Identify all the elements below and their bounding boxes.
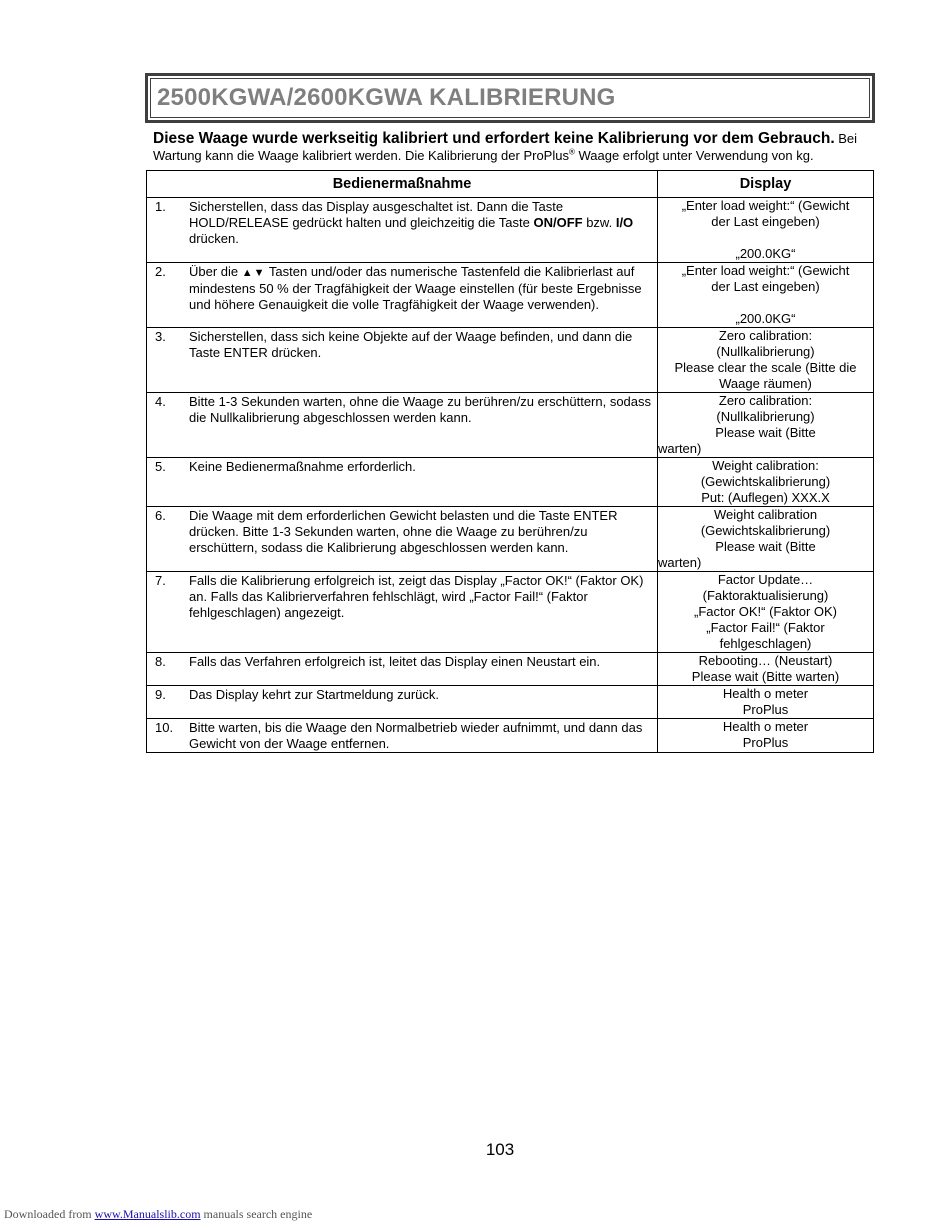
step-number: 8. xyxy=(155,654,166,669)
display-message-line: warten) xyxy=(658,441,702,456)
footer-link[interactable]: www.Manualslib.com xyxy=(94,1207,201,1221)
step-text xyxy=(189,264,653,313)
intro-text-1: Bei Wartung kann die Waage kalibriert werden. Die Kalibrierung der ProPlus xyxy=(153,131,858,163)
action-cell xyxy=(147,572,658,653)
action-cell xyxy=(147,328,658,393)
display-message-line: der Last eingeben) xyxy=(711,214,820,229)
step-number: 7. xyxy=(155,573,166,588)
display-message-line: warten) xyxy=(658,555,702,570)
display-message-line: Health o meter xyxy=(722,686,809,701)
table-row xyxy=(147,328,874,393)
display-message-line: „Factor OK!“ (Faktor OK) xyxy=(693,604,837,619)
step-number: 10. xyxy=(155,720,174,735)
calibration-table xyxy=(146,170,874,753)
step-text xyxy=(189,654,653,670)
step-text xyxy=(189,720,653,752)
footer xyxy=(4,1207,312,1222)
registered-mark: ® xyxy=(568,147,575,157)
step-text-segment: bzw. xyxy=(582,215,616,230)
intro-paragraph xyxy=(153,130,873,164)
step-text-segment: Das Display kehrt zur Startmeldung zurück. xyxy=(189,687,439,702)
step-text xyxy=(189,573,653,621)
step-text xyxy=(189,508,653,556)
step-text-segment: Tasten und/oder das numerische Tastenfeld die Kalibrierlast auf mindestens 50 % der Tragfähigkeit der Waage einstellen (für beste Ergebnisse und höhere Genauigkeit die volle Tragfähigkeit der Waage verwenden). xyxy=(189,264,642,312)
display-message-line: (Gewichtskalibrierung) xyxy=(700,523,831,538)
step-number: 1. xyxy=(155,199,166,214)
display-message-line: Please wait (Bitte xyxy=(715,425,816,440)
display-message-line: Weight calibration xyxy=(713,507,818,522)
step-number: 4. xyxy=(155,394,166,409)
table-row xyxy=(147,719,874,753)
title-box xyxy=(145,73,875,123)
action-cell xyxy=(147,719,658,753)
step-text xyxy=(189,199,653,247)
table-row xyxy=(147,653,874,686)
display-cell xyxy=(658,572,874,653)
display-message-line: „200.0KG“ xyxy=(735,246,796,261)
display-message-line: fehlgeschlagen) xyxy=(719,636,812,651)
display-cell xyxy=(658,393,874,458)
step-text xyxy=(189,329,653,361)
display-message-line: Zero calibration: xyxy=(718,393,813,408)
step-number: 5. xyxy=(155,459,166,474)
step-text-segment: Bitte 1-3 Sekunden warten, ohne die Waage zu berühren/zu erschüttern, sodass die Nullkalibrierung abgeschlossen werden kann. xyxy=(189,394,652,425)
step-text-segment: Falls das Verfahren erfolgreich ist, leitet das Display einen Neustart ein. xyxy=(189,654,601,669)
action-cell xyxy=(147,263,658,328)
display-message-line: Health o meter xyxy=(722,719,809,734)
page-title: 2500KGWA/2600KGWA KALIBRIERUNG xyxy=(150,78,870,118)
footer-suffix: manuals search engine xyxy=(200,1207,313,1221)
display-message-line: „Enter load weight:“ (Gewicht xyxy=(681,263,850,278)
table-row xyxy=(147,263,874,328)
table-body xyxy=(147,198,874,753)
table-row xyxy=(147,572,874,653)
display-message-line: Please wait (Bitte warten) xyxy=(691,669,840,684)
step-text-bold: I/O xyxy=(615,215,634,230)
table-row xyxy=(147,458,874,507)
step-text-segment: drücken. xyxy=(189,231,239,246)
step-number: 2. xyxy=(155,264,166,279)
action-cell xyxy=(147,198,658,263)
step-text-segment: Keine Bedienermaßnahme erforderlich. xyxy=(189,459,416,474)
display-message-line: „200.0KG“ xyxy=(735,311,796,326)
header-display: Display xyxy=(658,171,874,198)
action-cell xyxy=(147,686,658,719)
display-message-line: Zero calibration: xyxy=(718,328,813,343)
display-message-line: Please wait (Bitte xyxy=(715,539,816,554)
display-message-line: Rebooting… (Neustart) xyxy=(698,653,833,668)
display-message-line: „Factor Fail!“ (Faktor xyxy=(706,620,825,635)
display-cell xyxy=(658,198,874,263)
display-message-line: Factor Update… xyxy=(717,572,814,587)
step-text-segment: Sicherstellen, dass sich keine Objekte auf der Waage befinden, und dann die Taste ENTER drücken. xyxy=(189,329,633,360)
display-message-line: Put: (Auflegen) XXX.X xyxy=(701,490,830,505)
display-message-line: Please clear the scale (Bitte die xyxy=(674,360,857,375)
intro-text-2: Waage erfolgt unter Verwendung von kg. xyxy=(574,148,814,163)
display-cell xyxy=(658,653,874,686)
display-gap xyxy=(658,230,873,246)
step-text-segment: Bitte warten, bis die Waage den Normalbetrieb wieder aufnimmt, und dann das Gewicht von der Waage entfernen. xyxy=(189,720,643,751)
display-cell xyxy=(658,507,874,572)
action-cell xyxy=(147,507,658,572)
display-message-line: ProPlus xyxy=(742,702,789,717)
table-row xyxy=(147,393,874,458)
footer-prefix: Downloaded from xyxy=(4,1207,95,1221)
display-cell xyxy=(658,263,874,328)
display-gap xyxy=(658,295,873,311)
table-row xyxy=(147,507,874,572)
display-cell xyxy=(658,328,874,393)
step-text xyxy=(189,394,653,426)
display-message-line: der Last eingeben) xyxy=(711,279,820,294)
step-text xyxy=(189,459,653,475)
step-text-bold: ON/OFF xyxy=(533,215,583,230)
step-text-segment: Falls die Kalibrierung erfolgreich ist, zeigt das Display „Factor OK!“ (Faktor OK) an. Falls das Kalibrierverfahren fehlschlägt, wird „Factor Fail!“ (Faktor fehlgeschlagen) angezeigt. xyxy=(189,573,644,620)
table-header-row xyxy=(147,171,874,198)
header-action: Bedienermaßnahme xyxy=(147,171,658,198)
table-row xyxy=(147,686,874,719)
step-text xyxy=(189,687,653,703)
display-message-line: ProPlus xyxy=(742,735,789,750)
step-number: 3. xyxy=(155,329,166,344)
display-cell xyxy=(658,686,874,719)
step-text-segment: Sicherstellen, dass das Display ausgeschaltet ist. Dann die Taste HOLD/RELEASE gedrückt halten und gleichzeitig die Taste xyxy=(189,199,564,230)
display-message-line: (Nullkalibrierung) xyxy=(716,344,815,359)
display-message-line: (Nullkalibrierung) xyxy=(716,409,815,424)
display-message-line: „Enter load weight:“ (Gewicht xyxy=(681,198,850,213)
action-cell xyxy=(147,653,658,686)
display-message-line: Waage räumen) xyxy=(719,376,812,391)
action-cell xyxy=(147,393,658,458)
up-down-arrows-icon: ▲▼ xyxy=(241,267,266,279)
action-cell xyxy=(147,458,658,507)
display-message-line: (Gewichtskalibrierung) xyxy=(700,474,831,489)
page-number: 103 xyxy=(485,1140,515,1159)
display-message-line: (Faktoraktualisierung) xyxy=(702,588,829,603)
step-number: 6. xyxy=(155,508,166,523)
display-message-line: Weight calibration: xyxy=(712,458,819,473)
display-cell xyxy=(658,458,874,507)
step-text-segment: Über die xyxy=(189,264,242,279)
display-cell xyxy=(658,719,874,753)
table-row xyxy=(147,198,874,263)
step-number: 9. xyxy=(155,687,166,702)
step-text-segment: Die Waage mit dem erforderlichen Gewicht belasten und die Taste ENTER drücken. Bitte 1-3 Sekunden warten, ohne die Waage zu berühren/zu erschüttern, sodass die Kalibrierung abgeschlossen werden kann. xyxy=(189,508,618,555)
intro-bold-sentence: Diese Waage wurde werkseitig kalibriert und erfordert keine Kalibrierung vor dem Gebrauch. xyxy=(153,130,835,147)
